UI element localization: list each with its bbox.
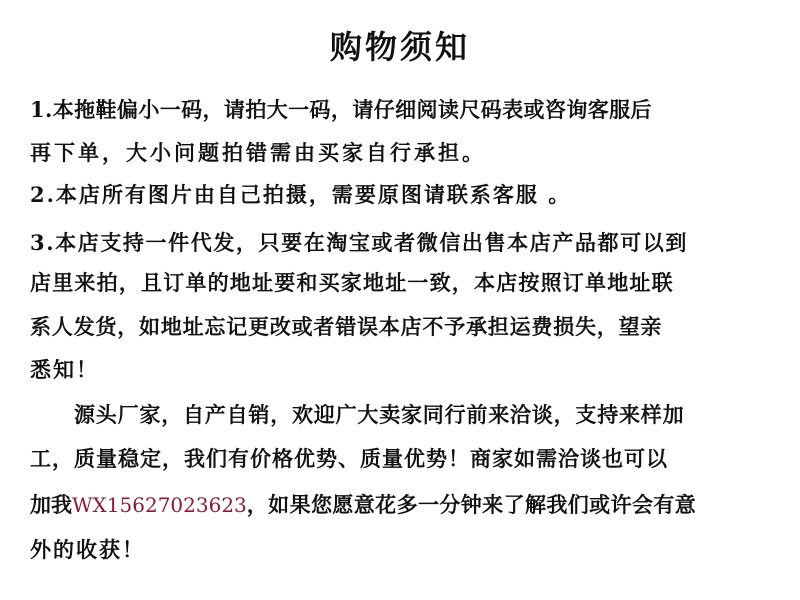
notice-line-7: 悉知！ bbox=[30, 357, 99, 382]
notice-line-4: 3.本店支持一件代发，只要在淘宝或者微信出售本店产品都可以到 bbox=[30, 230, 688, 255]
wechat-id: WX15627023623 bbox=[72, 493, 247, 517]
notice-line-9: 工，质量稳定，我们有价格优势、质量优势！商家如需洽谈也可以 bbox=[30, 446, 668, 471]
notice-line-2: 再下单，大小问题拍错需由买家自行承担。 bbox=[30, 140, 486, 165]
notice-line-3: 2.本店所有图片由自己拍摄，需要原图请联系客服 。 bbox=[30, 182, 572, 207]
notice-line-11: 外的收获！ bbox=[30, 537, 145, 562]
notice-line-6: 系人发货，如地址忘记更改或者错误本店不予承担运费损失，望亲 bbox=[30, 314, 663, 339]
notice-line-8: 源头厂家，自产自销，欢迎广大卖家同行前来洽谈，支持来样加 bbox=[74, 402, 685, 427]
notice-line-10-rest: ，如果您愿意花多一分钟来了解我们或许会有意 bbox=[246, 492, 697, 517]
notice-line-10 bbox=[30, 490, 696, 520]
page-title: 购物须知 bbox=[329, 28, 470, 66]
notice-line-1: 1.本拖鞋偏小一码，请拍大一码，请仔细阅读尺码表或咨询客服后 bbox=[30, 97, 652, 122]
add-me-label: 加我 bbox=[30, 492, 72, 517]
notice-line-5: 店里来拍，且订单的地址要和买家地址一致，本店按照订单地址联 bbox=[30, 270, 674, 295]
